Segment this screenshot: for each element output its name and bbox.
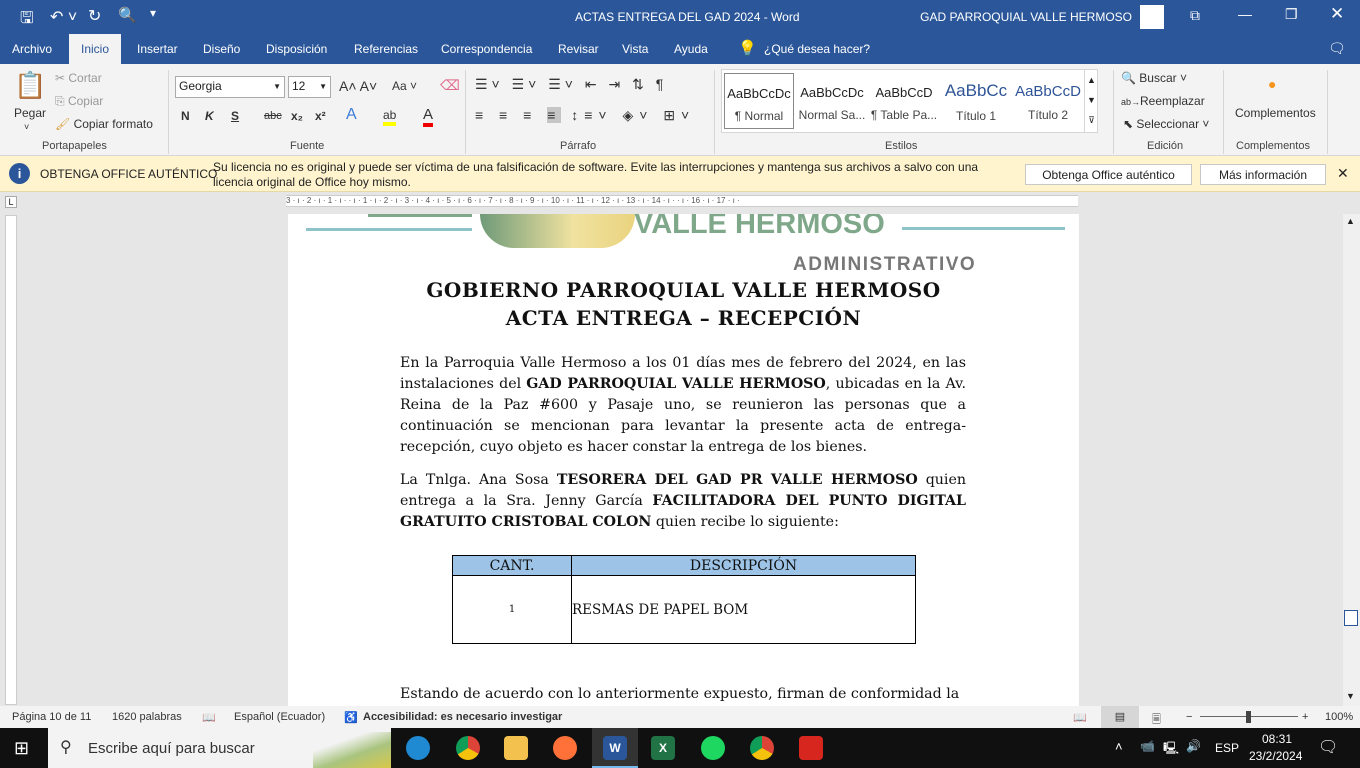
taskbar xyxy=(0,728,1360,768)
find-button[interactable]: 🔍 Buscar ˅ xyxy=(1121,71,1187,85)
chrome-icon[interactable] xyxy=(456,736,480,760)
network-icon[interactable]: 🖳 xyxy=(1163,741,1180,755)
get-office-button[interactable]: Obtenga Office auténtico xyxy=(1025,164,1192,185)
close-infobar-icon[interactable]: ✕ xyxy=(1337,165,1349,181)
paragraph-1: En la Parroquia Valle Hermoso a los 01 días mes de febrero del 2024, en las instalaciones del GAD PARROQUIAL VALLE HERMOSO, ubicadas en la Av. Reina de la Paz #600 y Pasaje uno, se reunieron las personas que a continuación se mencionan para levantar la presente acta de entrega-recepción, cuyo objeto es hacer constar la entrega de los bienes. xyxy=(400,355,966,455)
vertical-ruler[interactable] xyxy=(5,215,17,705)
paste-button[interactable]: Pegar xyxy=(14,106,47,120)
input-language[interactable]: ESP xyxy=(1215,741,1240,755)
horizontal-ruler[interactable] xyxy=(286,195,1078,207)
grow-font-icon[interactable]: A˄ A˅ xyxy=(339,78,378,94)
search-icon: ⚲ xyxy=(60,739,72,756)
select-label: Seleccionar xyxy=(1136,117,1200,131)
tab-inicio[interactable]: Inicio xyxy=(69,34,121,64)
ruler-ticks: 3 · ı · 2 · ı · 1 · ı · · ı · 1 · ı · 2 · ı · 3 · ı · 4 · ı · 5 · ı · 6 · ı · 7 · ı · 8 · ı · 9 · ı · 10 · ı · 11 · ı · 12 · ı · 13 · ı · 14 · ı · · ı · 16 · ı · 17 · ı · xyxy=(286,196,740,205)
tab-selector[interactable]: L xyxy=(5,196,17,208)
style-titulo-2[interactable] xyxy=(1012,73,1084,129)
header-logo-text: VALLE HERMOSO xyxy=(634,214,885,240)
divider xyxy=(1113,70,1114,154)
pdf-reader-icon[interactable] xyxy=(799,736,823,760)
style-normal[interactable] xyxy=(724,73,794,129)
read-mode-icon[interactable]: 📖 xyxy=(1073,712,1087,724)
excel-icon[interactable]: X xyxy=(651,736,675,760)
style-name: Título 1 xyxy=(955,109,997,123)
style-preview: AaBbCcDc xyxy=(800,85,864,100)
replace-label: Reemplazar xyxy=(1140,94,1205,108)
group-label-paragraph: Párrafo xyxy=(560,140,597,152)
avatar[interactable] xyxy=(1140,5,1164,29)
firefox-icon[interactable] xyxy=(553,736,577,760)
tab-ayuda[interactable]: Ayuda xyxy=(674,42,708,56)
highlight-icon[interactable]: ab xyxy=(383,108,396,126)
style-preview: AaBbCc xyxy=(944,81,1008,100)
style-preview: AaBbCcD xyxy=(1015,83,1081,100)
underline-button[interactable]: S xyxy=(231,109,240,123)
customize-toolbar-icon[interactable]: ▾ xyxy=(150,6,157,20)
undo-icon[interactable]: ↶ ˅ xyxy=(50,9,78,26)
tab-diseno[interactable]: Diseño xyxy=(203,42,241,56)
group-label-addins: Complementos xyxy=(1236,140,1310,152)
header-subtitle: ADMINISTRATIVO xyxy=(793,254,977,275)
windows-start-icon[interactable]: ⊞ xyxy=(14,738,30,758)
minimize-button[interactable]: — xyxy=(1238,6,1252,22)
infobar-message: Su licencia no es original y puede ser víctima de una falsificación de software. Evite las interrupciones y mantenga sus archivos a salvo con una licencia original de Office hoy mismo. xyxy=(213,160,979,189)
user-name[interactable]: GAD PARROQUIAL VALLE HERMOSO xyxy=(920,10,1132,24)
paste-icon[interactable]: 📋 xyxy=(14,70,47,100)
vertical-scrollbar[interactable] xyxy=(1343,214,1360,706)
group-label-font: Fuente xyxy=(290,140,325,152)
file-explorer-icon[interactable] xyxy=(504,736,528,760)
clock-time[interactable]: 08:31 xyxy=(1262,732,1293,746)
replace-button[interactable] xyxy=(1121,94,1205,108)
cell-descripcion: RESMAS DE PAPEL BOM xyxy=(572,576,916,644)
status-bar xyxy=(0,706,1360,728)
font-name-value: Georgia xyxy=(179,79,222,93)
style-normal-sa[interactable] xyxy=(796,73,868,129)
superscript-icon[interactable]: x² xyxy=(315,109,326,123)
ribbon xyxy=(0,64,1360,156)
paragraph-2: La Tnlga. Ana Sosa TESORERA DEL GAD PR VALLE HERMOSO quien entrega a la Sra. Jenny García FACILITADORA DEL PUNTO DIGITAL GRATUITO CRISTOBAL COLON quien recibe lo siguiente: xyxy=(400,472,966,530)
taskbar-search[interactable] xyxy=(48,728,391,768)
search-highlight-image xyxy=(313,732,391,768)
redo-icon[interactable]: ↻ xyxy=(88,8,102,25)
language[interactable]: Español (Ecuador) xyxy=(234,711,326,723)
document-title: ACTAS ENTREGA DEL GAD 2024 - Word xyxy=(575,10,800,24)
spotify-icon[interactable] xyxy=(701,736,725,760)
word-icon: W xyxy=(603,736,627,760)
zoom-out-button[interactable]: − xyxy=(1186,711,1193,723)
accessibility-icon: ♿ xyxy=(344,712,358,724)
search-placeholder: Escribe aquí para buscar xyxy=(88,740,255,757)
group-label-clipboard: Portapapeles xyxy=(42,140,107,152)
clear-format-icon[interactable]: ⌫ xyxy=(440,77,460,93)
tab-referencias[interactable]: Referencias xyxy=(354,42,419,56)
document-title-1: GOBIERNO PARROQUIAL VALLE HERMOSO xyxy=(426,278,941,302)
tab-insertar[interactable]: Insertar xyxy=(137,42,178,56)
title-bar xyxy=(0,0,1360,34)
header-cant: CANT. xyxy=(453,556,572,576)
tab-disposicion[interactable]: Disposición xyxy=(266,42,328,56)
style-name: ¶ Table Pa... xyxy=(870,108,938,122)
more-info-button[interactable]: Más información xyxy=(1200,164,1326,185)
bold-button[interactable]: N xyxy=(181,109,190,123)
divider xyxy=(1327,70,1328,154)
divider xyxy=(168,70,169,154)
group-label-styles: Estilos xyxy=(885,140,918,152)
strikethrough-icon[interactable]: abc xyxy=(264,110,282,122)
divider xyxy=(714,70,715,154)
tab-archivo[interactable]: Archivo xyxy=(12,42,53,56)
web-layout-icon[interactable]: 🗏 xyxy=(1152,714,1161,726)
scroll-up-icon[interactable]: ▲ xyxy=(1346,216,1355,226)
align-buttons-icons[interactable]: ≡ ≡ ≡ ≡ ↕≡˅ ◈˅ ⊞˅ xyxy=(475,107,696,123)
infobar-title: OBTENGA OFFICE AUTÉNTICO xyxy=(40,167,218,181)
scroll-down-icon[interactable]: ▼ xyxy=(1346,691,1355,701)
addins-icon: ● xyxy=(1268,76,1277,92)
lightbulb-icon: 💡 xyxy=(738,40,757,57)
header-line-left xyxy=(306,228,472,231)
addins-button[interactable]: Complementos xyxy=(1235,106,1316,120)
volume-icon[interactable]: 🔊 xyxy=(1186,739,1201,753)
info-icon: i xyxy=(9,163,30,184)
cell-cant: 1 xyxy=(453,576,572,644)
list-buttons-icons[interactable]: ☰˅ ☰˅ ☰˅ ⇤ ⇥ ⇅ ¶ xyxy=(475,76,668,92)
justify-button[interactable]: ≡ xyxy=(547,107,562,123)
format-painter-label: Copiar formato xyxy=(73,117,153,131)
style-table-pa[interactable] xyxy=(868,73,940,129)
text-effects-icon[interactable]: A xyxy=(346,106,357,123)
tab-vista[interactable]: Vista xyxy=(622,42,649,56)
tab-correspondencia[interactable]: Correspondencia xyxy=(441,42,533,56)
chrome-profile-icon[interactable] xyxy=(750,736,774,760)
close-button[interactable]: ✕ xyxy=(1330,4,1345,23)
copy-label: Copiar xyxy=(67,94,104,108)
print-layout-icon[interactable]: ▤ xyxy=(1101,706,1139,728)
ribbon-tabs xyxy=(0,34,1360,64)
font-name-select[interactable]: Georgia ▼ xyxy=(175,76,285,98)
style-name: Normal Sa... xyxy=(798,108,866,122)
font-size-value: 12 xyxy=(292,79,306,93)
cut-label: Cortar xyxy=(68,71,102,85)
font-color-icon[interactable]: A xyxy=(423,106,433,127)
parish-logo xyxy=(480,214,635,248)
zoom-slider-thumb[interactable] xyxy=(1246,711,1251,723)
subscript-icon[interactable]: x₂ xyxy=(291,109,304,123)
edge-icon[interactable] xyxy=(406,736,430,760)
clock-date[interactable]: 23/2/2024 xyxy=(1249,749,1303,763)
page-count[interactable]: Página 10 de 11 xyxy=(12,711,92,723)
word-count[interactable]: 1620 palabras xyxy=(112,711,182,723)
style-name: Título 2 xyxy=(1027,108,1069,122)
font-size-select[interactable]: 12 ▼ xyxy=(288,76,331,98)
replace-icon: ab→ xyxy=(1121,97,1141,107)
word-taskbar-button[interactable] xyxy=(592,728,638,768)
header-line-right xyxy=(902,227,1065,230)
meet-icon[interactable]: 📹 xyxy=(1140,739,1155,753)
ribbon-display-icon[interactable]: ⧉ xyxy=(1190,7,1200,23)
select-button[interactable]: ⬉ Seleccionar ˅ xyxy=(1123,117,1210,131)
comments-icon[interactable]: 🗨 xyxy=(1328,40,1346,56)
tell-me-input[interactable]: ¿Qué desea hacer? xyxy=(764,42,871,56)
save-icon[interactable]: 🖫 xyxy=(20,10,34,27)
style-titulo-1[interactable] xyxy=(940,73,1012,129)
items-table xyxy=(452,555,916,644)
paste-dropdown-icon[interactable]: ˅ xyxy=(24,122,30,132)
header-descripcion: DESCRIPCIÓN xyxy=(572,556,916,576)
show-hidden-icons[interactable]: ˄ xyxy=(1115,739,1123,754)
document-page[interactable] xyxy=(288,214,1079,706)
italic-button[interactable]: K xyxy=(205,109,214,123)
notifications-icon[interactable]: 🗨 xyxy=(1318,739,1339,756)
zoom-in-button[interactable]: + xyxy=(1302,711,1309,723)
cut-button[interactable]: ✂ Cortar xyxy=(55,71,102,85)
proofing-icon[interactable]: 📖 xyxy=(202,712,216,724)
document-title-2: ACTA ENTREGA – RECEPCIÓN xyxy=(505,306,862,330)
style-name: ¶ Normal xyxy=(734,109,784,123)
accessibility-status[interactable]: Accesibilidad: es necesario investigar xyxy=(363,711,563,723)
scroll-thumb[interactable] xyxy=(1344,610,1358,626)
divider xyxy=(1223,70,1224,154)
styles-gallery xyxy=(721,69,1098,133)
print-preview-icon[interactable]: 🔍 xyxy=(118,7,137,24)
divider xyxy=(465,70,466,154)
find-label: Buscar xyxy=(1139,71,1177,85)
styles-scroll[interactable]: ▲ ▼ ⊽ xyxy=(1084,70,1098,132)
paragraph-3: Estando de acuerdo con lo anteriormente expuesto, firman de conformidad la xyxy=(400,686,960,702)
style-preview: AaBbCcDc xyxy=(727,86,791,101)
restore-button[interactable]: ❐ xyxy=(1285,6,1298,22)
license-info-bar xyxy=(0,156,1360,192)
style-preview: AaBbCcD xyxy=(875,85,933,100)
format-painter-button[interactable] xyxy=(55,117,153,131)
zoom-level[interactable]: 100% xyxy=(1325,711,1354,723)
tab-revisar[interactable]: Revisar xyxy=(558,42,599,56)
group-label-editing: Edición xyxy=(1147,140,1184,152)
header-line xyxy=(368,214,472,217)
change-case-icon[interactable]: Aa ˅ xyxy=(392,79,418,93)
brush-icon: 🖌 xyxy=(55,117,71,131)
copy-button[interactable]: ⎘ Copiar xyxy=(55,94,104,108)
table-row xyxy=(453,576,916,644)
